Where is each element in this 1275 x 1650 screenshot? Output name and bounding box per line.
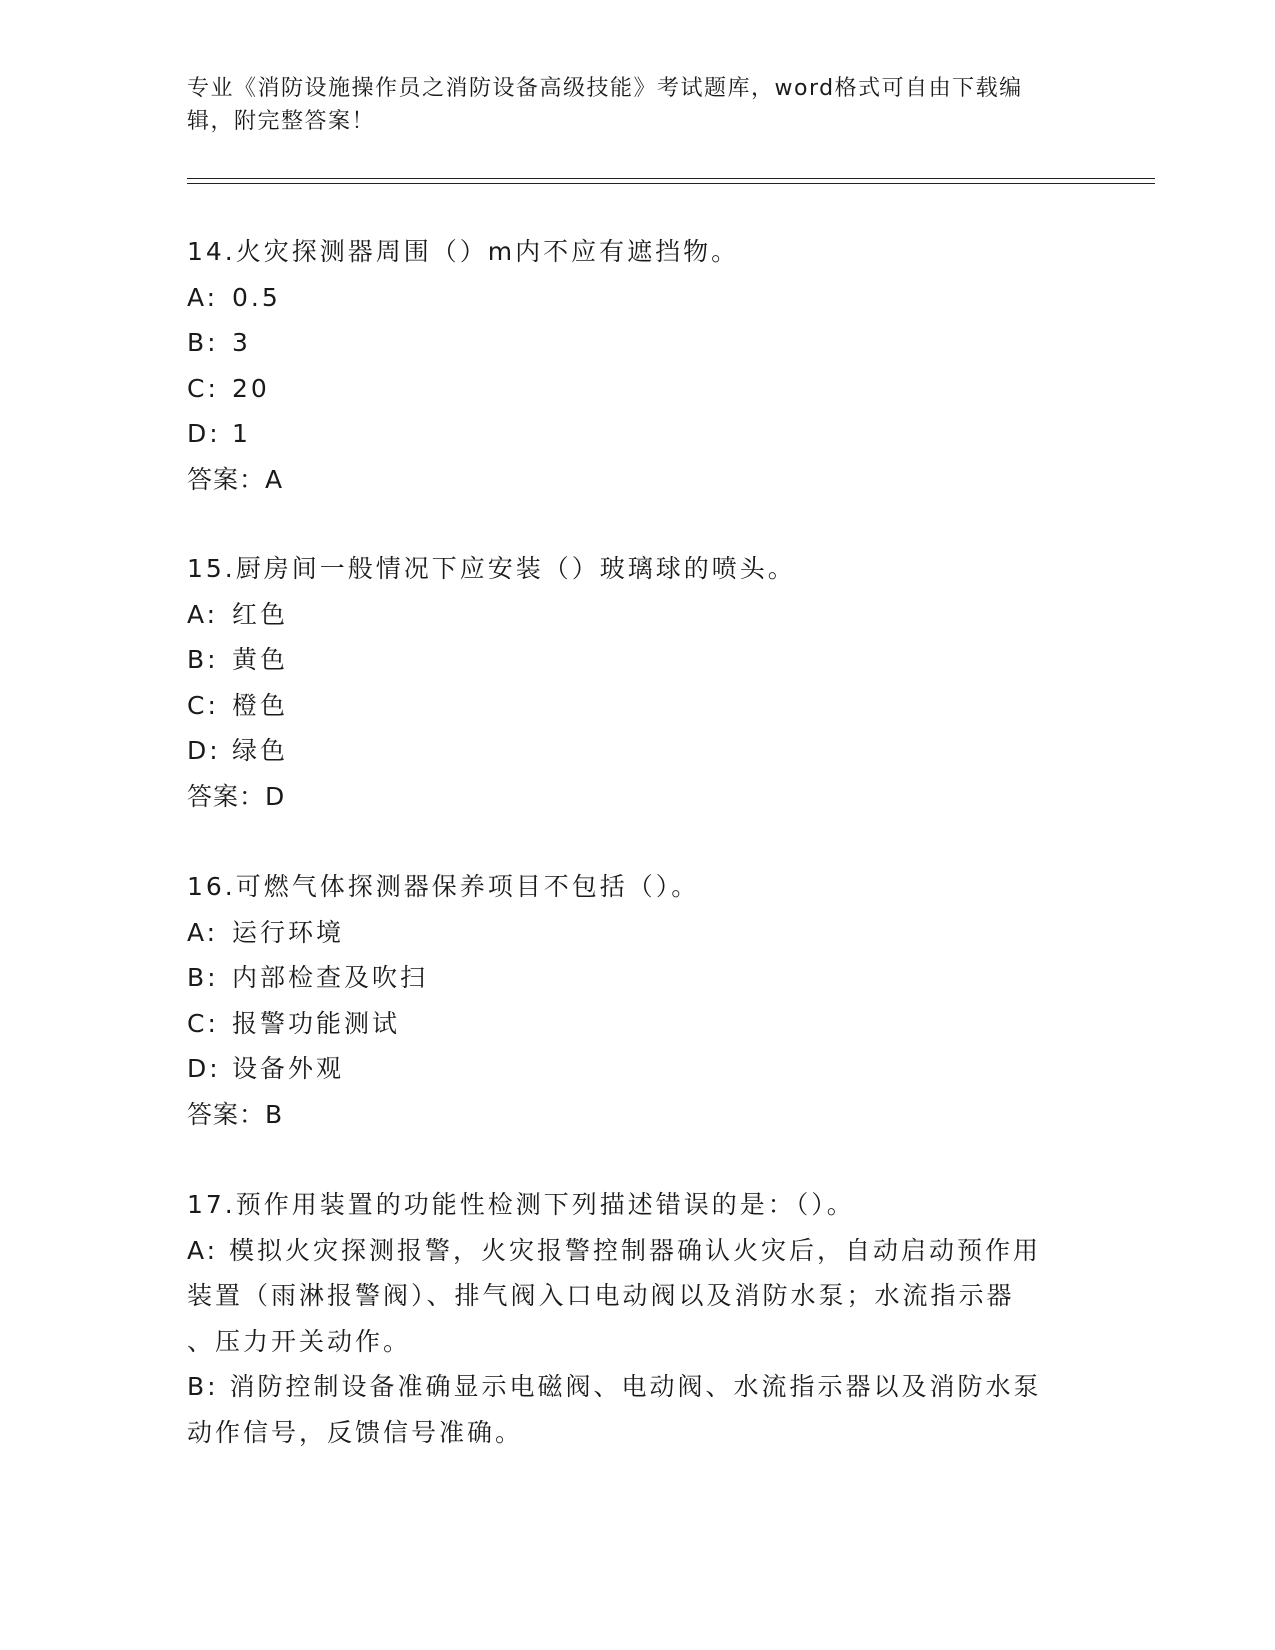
- option-text: 绿色: [232, 736, 289, 765]
- question-stem: 14.火灾探测器周围（）m内不应有遮挡物。: [187, 237, 740, 266]
- question-16: [187, 864, 1067, 1137]
- option-a: [187, 592, 1067, 638]
- answer: 答案：D: [187, 781, 286, 811]
- option-b-line-2: 动作信号，反馈信号准确。: [187, 1417, 524, 1447]
- option-label: B:: [187, 645, 219, 674]
- option-d: [187, 728, 1067, 774]
- option-text: 运行环境: [232, 917, 345, 947]
- option-c: [187, 366, 1067, 412]
- option-label: B:: [187, 328, 219, 357]
- question-17: [187, 1182, 1067, 1455]
- option-a-line-3: 、压力开关动作。: [187, 1326, 412, 1356]
- question-14: [187, 229, 1067, 502]
- option-label: D:: [187, 736, 221, 765]
- option-text: 橙色: [232, 690, 289, 720]
- header-line-1: 专业《消防设施操作员之消防设备高级技能》考试题库，word格式可自由下载编: [187, 76, 1023, 101]
- option-label: C:: [187, 1008, 219, 1038]
- question-stem: 16.可燃气体探测器保养项目不包括（）。: [187, 872, 700, 901]
- header-divider-top: [187, 178, 1155, 179]
- option-text: 黄色: [232, 645, 289, 674]
- option-text: 红色: [232, 599, 289, 629]
- answer: 答案：A: [187, 464, 284, 494]
- option-b: [187, 320, 1067, 366]
- question-stem: 15.厨房间一般情况下应安装（）玻璃球的喷头。: [187, 554, 796, 583]
- option-text: 1: [232, 419, 251, 448]
- option-label: D:: [187, 419, 221, 448]
- option-a: [187, 275, 1067, 321]
- option-b-line-1: B: 消防控制设备准确显示电磁阀、电动阀、水流指示器以及消防水泵: [187, 1372, 1042, 1401]
- option-c: [187, 683, 1067, 729]
- option-c: [187, 1001, 1067, 1047]
- header-line-2: 辑，附完整答案！: [187, 109, 376, 134]
- option-text: 报警功能测试: [232, 1008, 401, 1038]
- option-text: 3: [232, 328, 251, 357]
- option-d: [187, 1046, 1067, 1092]
- option-text: 20: [232, 373, 270, 403]
- option-text: 0.5: [232, 282, 281, 312]
- option-label: C:: [187, 373, 219, 403]
- header-divider-bottom: [187, 183, 1155, 184]
- option-text: 设备外观: [232, 1054, 345, 1083]
- question-stem: 17.预作用装置的功能性检测下列描述错误的是：（）。: [187, 1190, 855, 1219]
- option-label: D:: [187, 1054, 221, 1083]
- option-a-line-1: A: 模拟火灾探测报警，火灾报警控制器确认火灾后，自动启动预作用: [187, 1235, 1042, 1265]
- option-b: [187, 637, 1067, 683]
- option-label: A:: [187, 599, 219, 629]
- option-label: C:: [187, 690, 219, 720]
- option-label: A:: [187, 282, 219, 312]
- option-a-line-2: 装置（雨淋报警阀）、排气阀入口电动阀以及消防水泵；水流指示器: [187, 1281, 1015, 1310]
- option-text: 内部检查及吹扫: [232, 963, 429, 992]
- option-b: [187, 955, 1067, 1001]
- question-15: [187, 546, 1067, 819]
- option-label: A:: [187, 917, 219, 947]
- document-header: [187, 72, 1067, 138]
- option-label: B:: [187, 963, 219, 992]
- option-d: [187, 411, 1067, 457]
- answer: 答案：B: [187, 1099, 284, 1129]
- option-a: [187, 910, 1067, 956]
